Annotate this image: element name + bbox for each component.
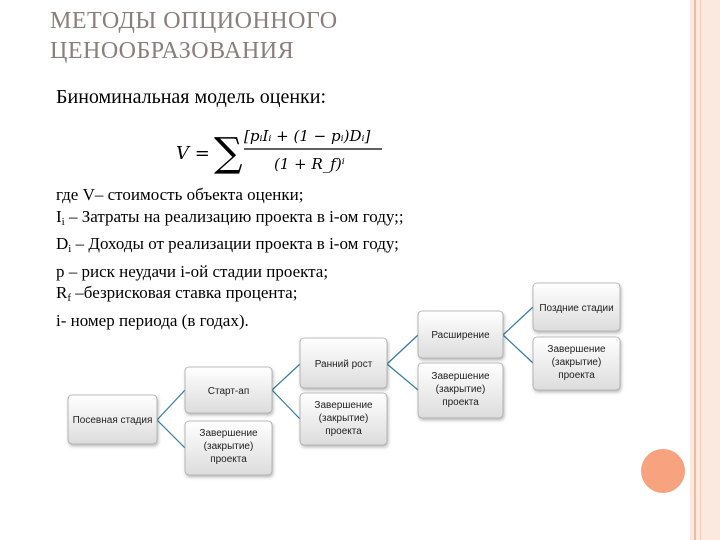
definition-item: $R_f$ –безрисковая ставка процента;	[56, 283, 298, 304]
svg-text:проекта: проекта	[210, 454, 247, 465]
stage-label-expansion: Расширение	[431, 330, 490, 341]
formula-denominator: (1 + R_f)ⁱ	[274, 155, 345, 173]
stage-label-startup-end: Завершение	[199, 428, 258, 439]
slide-title: МЕТОДЫ ОПЦИОННОГО ЦЕНООБРАЗОВАНИЯ	[50, 8, 338, 64]
formula-lhs: V =	[176, 143, 210, 164]
svg-text:(закрытие): (закрытие)	[551, 357, 602, 368]
stage-label-late-end: Завершение	[547, 344, 606, 355]
svg-text:(закрытие): (закрытие)	[435, 384, 486, 395]
stage-label-expansion-end: Завершение	[431, 371, 490, 382]
slide-subtitle: Биноминальная модель оценки:	[56, 86, 326, 108]
stage-label-early-end: Завершение	[314, 400, 373, 411]
stage-label-seed: Посевная стадия	[72, 415, 153, 426]
svg-text:проекта: проекта	[442, 397, 479, 408]
definition-item: $I_i$ – Затраты на реализацию проекта в i-ом году;;	[56, 206, 404, 228]
svg-text:(закрытие): (закрытие)	[203, 441, 254, 452]
formula-sigma: ∑	[214, 130, 243, 176]
definition-item: i- номер периода (в годах).	[56, 310, 249, 330]
svg-text:проекта: проекта	[325, 426, 362, 437]
stage-label-late: Поздние стадии	[539, 303, 614, 314]
definition-item: где V– стоимость объекта оценки;	[56, 185, 304, 204]
stage-label-startup: Старт-ап	[207, 386, 250, 397]
definition-item: р – риск неудачи i-ой стадии проекта;	[56, 261, 329, 281]
svg-text:проекта: проекта	[558, 370, 595, 381]
definition-item: $D_i$ – Доходы от реализации проекта в i-ом году;	[56, 234, 399, 255]
formula-numerator: [pᵢIᵢ + (1 − pᵢ)Dᵢ]	[244, 127, 371, 145]
svg-text:(закрытие): (закрытие)	[318, 413, 369, 424]
stage-label-early: Ранний рост	[314, 359, 373, 370]
